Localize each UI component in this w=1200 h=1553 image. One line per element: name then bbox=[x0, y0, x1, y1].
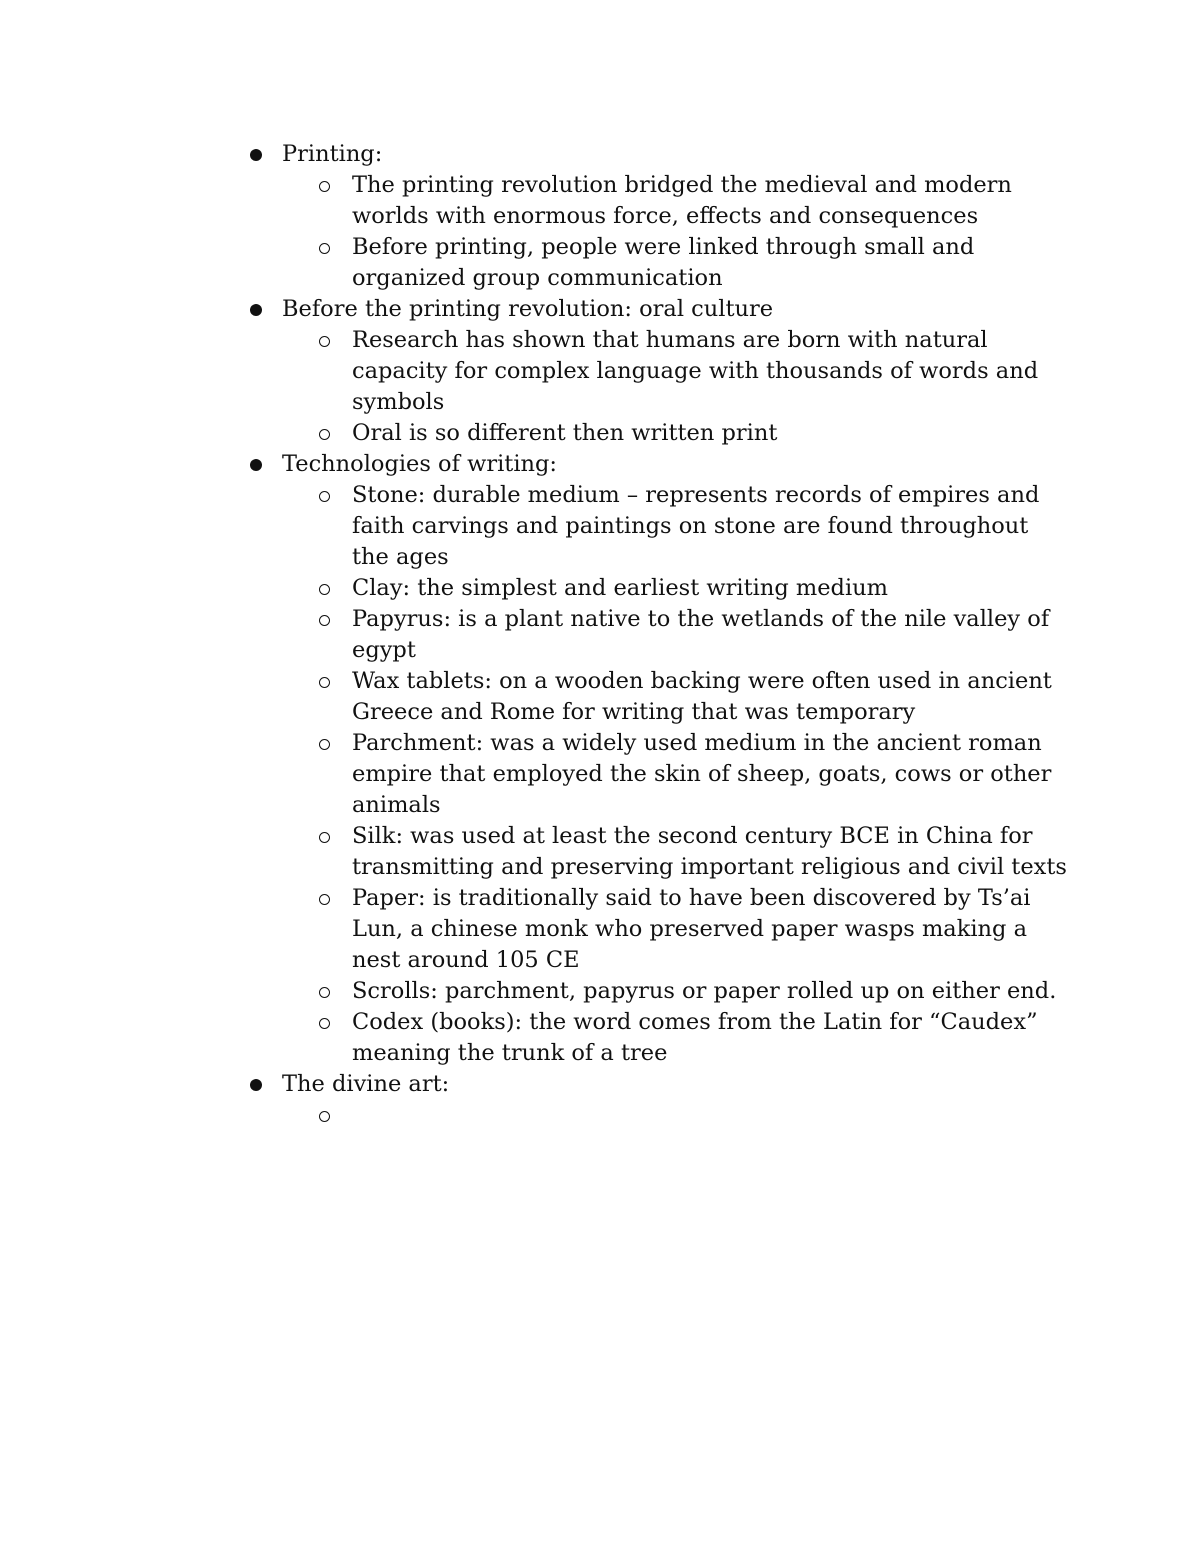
list-item-text: Technologies of writing: bbox=[282, 451, 558, 477]
sub-list-item bbox=[318, 821, 1068, 883]
sub-list bbox=[282, 480, 1068, 1069]
sub-list-item-text: Paper: is traditionally said to have been discovered by Ts’ai Lun, a chinese monk who preserved paper wasps making a nest around 105 CE bbox=[352, 885, 1031, 973]
hollow-bullet-icon bbox=[319, 181, 330, 192]
filled-bullet-icon bbox=[250, 459, 262, 471]
list-item bbox=[248, 1069, 1068, 1131]
hollow-bullet-icon bbox=[319, 615, 330, 626]
sub-list-item-text: Parchment: was a widely used medium in the ancient roman empire that employed the skin of sheep, goats, cows or other animals bbox=[352, 730, 1052, 818]
hollow-bullet-icon bbox=[319, 832, 330, 843]
filled-bullet-icon bbox=[250, 1079, 262, 1091]
list-item-text: Before the printing revolution: oral culture bbox=[282, 296, 774, 322]
sub-list-item bbox=[318, 728, 1068, 821]
sub-list-item bbox=[318, 325, 1068, 418]
hollow-bullet-icon bbox=[319, 1018, 330, 1029]
sub-list-item-text: Wax tablets: on a wooden backing were often used in ancient Greece and Rome for writing that was temporary bbox=[352, 668, 1052, 725]
list-item-text: Printing: bbox=[282, 141, 383, 167]
sub-list-item bbox=[318, 573, 1068, 604]
sub-list-item bbox=[318, 1100, 1068, 1131]
sub-list-item bbox=[318, 418, 1068, 449]
list-item bbox=[248, 294, 1068, 449]
filled-bullet-icon bbox=[250, 304, 262, 316]
sub-list-item-text: Before printing, people were linked through small and organized group communication bbox=[352, 234, 975, 291]
sub-list-item bbox=[318, 666, 1068, 728]
sub-list bbox=[282, 1100, 1068, 1131]
sub-list bbox=[282, 325, 1068, 449]
sub-list-item-text: Codex (books): the word comes from the Latin for “Caudex” meaning the trunk of a tree bbox=[352, 1009, 1038, 1066]
sub-list-item-text: The printing revolution bridged the medieval and modern worlds with enormous force, effects and consequences bbox=[352, 172, 1012, 229]
sub-list-item bbox=[318, 883, 1068, 976]
sub-list-item-text: Silk: was used at least the second century BCE in China for transmitting and preserving important religious and civil texts bbox=[352, 823, 1067, 880]
sub-list-item-text: Oral is so different then written print bbox=[352, 420, 778, 446]
filled-bullet-icon bbox=[250, 149, 262, 161]
sub-list-item-text: Research has shown that humans are born with natural capacity for complex language with thousands of words and symbols bbox=[352, 327, 1039, 415]
bullet-outline bbox=[248, 139, 1068, 1131]
hollow-bullet-icon bbox=[319, 677, 330, 688]
sub-list-item-text: Scrolls: parchment, papyrus or paper rolled up on either end. bbox=[352, 978, 1057, 1004]
sub-list-item bbox=[318, 480, 1068, 573]
sub-list-item bbox=[318, 232, 1068, 294]
hollow-bullet-icon bbox=[319, 584, 330, 595]
hollow-bullet-icon bbox=[319, 1111, 330, 1122]
hollow-bullet-icon bbox=[319, 987, 330, 998]
hollow-bullet-icon bbox=[319, 491, 330, 502]
sub-list-item bbox=[318, 170, 1068, 232]
sub-list-item-text: Stone: durable medium – represents records of empires and faith carvings and paintings on stone are found throughout the ages bbox=[352, 482, 1040, 570]
sub-list-item-text: Clay: the simplest and earliest writing medium bbox=[352, 575, 888, 601]
hollow-bullet-icon bbox=[319, 894, 330, 905]
hollow-bullet-icon bbox=[319, 739, 330, 750]
sub-list bbox=[282, 170, 1068, 294]
sub-list-item-text: Papyrus: is a plant native to the wetlands of the nile valley of egypt bbox=[352, 606, 1050, 663]
list-item bbox=[248, 449, 1068, 1069]
sub-list-item bbox=[318, 604, 1068, 666]
list-item-text: The divine art: bbox=[282, 1071, 450, 1097]
hollow-bullet-icon bbox=[319, 336, 330, 347]
sub-list-item bbox=[318, 976, 1068, 1007]
sub-list-item bbox=[318, 1007, 1068, 1069]
list-item bbox=[248, 139, 1068, 294]
hollow-bullet-icon bbox=[319, 243, 330, 254]
hollow-bullet-icon bbox=[319, 429, 330, 440]
